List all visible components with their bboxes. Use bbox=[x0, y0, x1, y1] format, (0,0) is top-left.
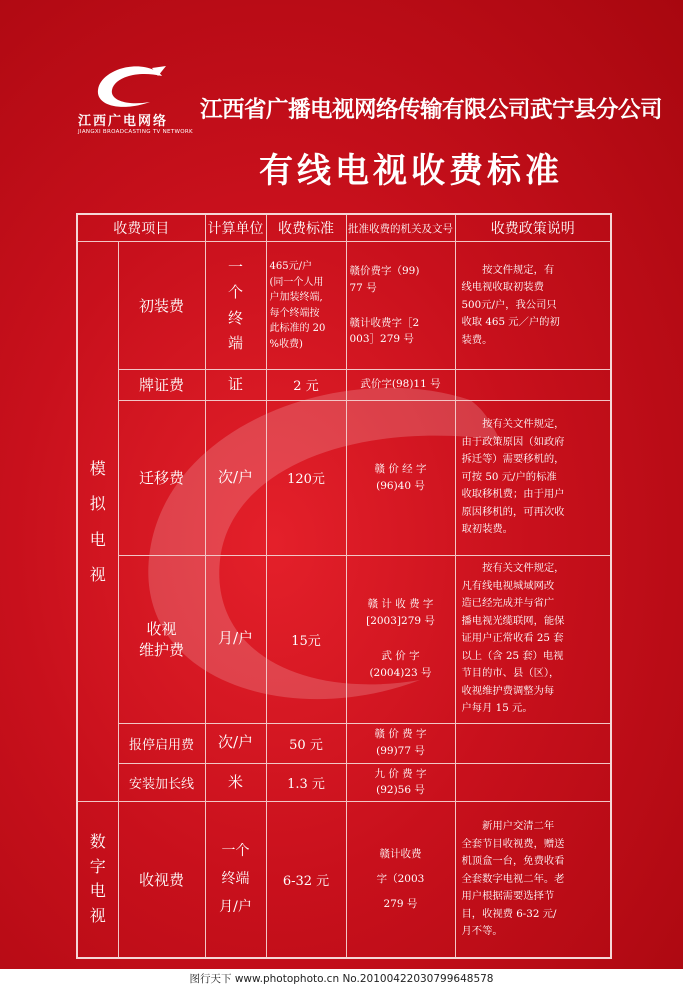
policy-line: 全套数字电视二年。老 bbox=[461, 872, 565, 885]
authority-cell bbox=[346, 763, 455, 802]
header-item: 收费项目 bbox=[77, 214, 205, 242]
category-char: 拟 bbox=[89, 494, 106, 514]
standard-cell: 120元 bbox=[266, 400, 346, 555]
policy-cell bbox=[455, 763, 611, 802]
policy-line: 装费。 bbox=[461, 333, 493, 346]
category-char: 电 bbox=[89, 529, 106, 549]
authority-line: [2003]279 号 bbox=[366, 615, 435, 628]
policy-line: 按有关文件规定， bbox=[482, 562, 565, 575]
authority-line: 九 价 费 字 bbox=[374, 767, 427, 780]
unit-line: 端 bbox=[227, 334, 243, 352]
policy-cell bbox=[455, 802, 611, 958]
unit-cell: 证 bbox=[205, 370, 266, 401]
policy-line: 凡有线电视城域网改 bbox=[461, 579, 555, 592]
logo-text-en: JIANGXI BROADCASTING TV NETWORK bbox=[78, 129, 193, 135]
standard-line: 465元/户 bbox=[269, 261, 312, 272]
policy-line: 以上（含 25 套）电视 bbox=[461, 649, 564, 662]
item-relocation-fee: 迁移费 bbox=[118, 400, 205, 555]
standard-line: 每个终端按 bbox=[269, 307, 320, 319]
authority-line: (2004)23 号 bbox=[369, 666, 432, 679]
policy-line: 证用户正常收看 25 套 bbox=[461, 632, 564, 645]
item-viewing-fee: 收视费 bbox=[118, 802, 205, 958]
standard-cell: 15元 bbox=[266, 555, 346, 723]
unit-cell bbox=[205, 242, 266, 370]
authority-cell bbox=[346, 242, 455, 370]
policy-line: 线电视收取初装费 bbox=[461, 281, 544, 294]
item-suspend-fee: 报停启用费 bbox=[118, 723, 205, 763]
header-authority: 批准收费的机关及文号 bbox=[346, 214, 455, 242]
item-maintenance-fee bbox=[118, 555, 205, 723]
policy-line: 取初装费。 bbox=[461, 523, 513, 536]
policy-line: 节目的市、县（区）， bbox=[461, 667, 560, 680]
authority-line: 279 号 bbox=[383, 897, 418, 910]
authority-line: 赣 价 费 字 bbox=[374, 728, 427, 741]
category-char: 视 bbox=[89, 564, 106, 584]
authority-cell bbox=[346, 400, 455, 555]
watermark-footer: 图行天下 www.photophoto.cn No.20100422030799648578 bbox=[0, 969, 683, 987]
policy-line: 原因移机的，可再次收 bbox=[461, 505, 565, 518]
item-installation-fee: 初装费 bbox=[118, 242, 205, 370]
authority-cell bbox=[346, 723, 455, 763]
authority-cell: 武价字(98)11 号 bbox=[346, 370, 455, 401]
policy-line: 按文件规定，有 bbox=[482, 263, 555, 276]
item-line: 维护费 bbox=[138, 641, 184, 659]
unit-line: 终 bbox=[227, 308, 243, 327]
table-header-row bbox=[77, 214, 611, 242]
category-analog-tv bbox=[77, 242, 118, 802]
policy-line: 月不等。 bbox=[461, 925, 503, 938]
unit-cell: 月/户 bbox=[205, 555, 266, 723]
page-title: 有线电视收费标准 bbox=[259, 151, 563, 191]
table-row bbox=[77, 555, 611, 723]
authority-line: 武 价 字 bbox=[381, 650, 420, 662]
policy-line: 拆迁等）需要移机的， bbox=[461, 453, 565, 466]
policy-cell bbox=[455, 555, 611, 723]
table-row bbox=[77, 242, 611, 370]
company-name: 江西省广播电视网络传输有限公司武宁县分公司 bbox=[200, 97, 663, 123]
policy-line: 目，收视费 6-32 元/ bbox=[461, 907, 557, 920]
item-extension-cable: 安装加长线 bbox=[118, 763, 205, 802]
table-row bbox=[77, 723, 611, 763]
authority-line: 77 号 bbox=[349, 281, 377, 294]
authority-line: (99)77 号 bbox=[376, 745, 425, 757]
policy-cell bbox=[455, 370, 611, 401]
policy-cell bbox=[455, 723, 611, 763]
policy-line: 造已经完成并与省广 bbox=[461, 597, 555, 610]
unit-line: 终端 bbox=[221, 871, 250, 888]
logo-swoosh-icon bbox=[92, 64, 172, 112]
authority-cell bbox=[346, 802, 455, 958]
table-row bbox=[77, 400, 611, 555]
logo bbox=[72, 62, 192, 142]
category-char: 电 bbox=[89, 881, 106, 901]
category-char: 视 bbox=[89, 906, 106, 926]
unit-cell: 次/户 bbox=[205, 400, 266, 555]
standard-cell: 2 元 bbox=[266, 370, 346, 401]
policy-line: 户每月 15 元。 bbox=[461, 702, 533, 715]
policy-line: 机顶盒一台，免费收看 bbox=[461, 855, 565, 868]
category-char: 数 bbox=[89, 831, 106, 851]
policy-line: 由于政策原因（如政府 bbox=[461, 435, 565, 448]
policy-line: 新用户交清二年 bbox=[482, 820, 555, 833]
standard-line: (同一个人用 bbox=[269, 276, 324, 288]
authority-line: 赣 价 经 字 bbox=[374, 462, 427, 475]
standard-cell bbox=[266, 242, 346, 370]
authority-line: (96)40 号 bbox=[376, 479, 425, 492]
header-standard: 收费标准 bbox=[266, 214, 346, 242]
authority-line: 赣价费字（99) bbox=[349, 264, 420, 277]
policy-line: 用户根据需要选择节 bbox=[461, 890, 555, 903]
category-char: 模 bbox=[89, 459, 106, 479]
item-license-fee: 牌证费 bbox=[118, 370, 205, 401]
policy-line: 收取 465 元／户的初 bbox=[461, 316, 560, 329]
unit-cell bbox=[205, 802, 266, 958]
policy-line: 收取移机费；由于用户 bbox=[461, 488, 565, 501]
policy-cell bbox=[455, 400, 611, 555]
table-row bbox=[77, 763, 611, 802]
policy-line: 可按 50 元/户的标准 bbox=[461, 470, 557, 483]
authority-line: 赣 计 收 费 字 bbox=[367, 598, 434, 611]
policy-line: 全套节目收视费，赠送 bbox=[461, 837, 565, 850]
policy-line: 收视维护费调整为每 bbox=[461, 684, 555, 697]
unit-line: 一 bbox=[227, 257, 243, 276]
item-line: 收视 bbox=[146, 620, 177, 638]
authority-line: 003］279 号 bbox=[349, 333, 414, 346]
category-char: 字 bbox=[89, 856, 106, 876]
logo-text-cn: 江西广电网络 bbox=[78, 114, 169, 129]
header-unit: 计算单位 bbox=[205, 214, 266, 242]
policy-line: 按有关文件规定， bbox=[482, 418, 565, 431]
unit-line: 个 bbox=[227, 283, 243, 301]
authority-line: (92)56 号 bbox=[376, 784, 425, 797]
policy-line: 播电视光缆联网，能保 bbox=[461, 614, 565, 627]
authority-line: 字（2003 bbox=[376, 872, 425, 885]
table-row bbox=[77, 802, 611, 958]
fee-table bbox=[76, 213, 612, 959]
unit-line: 月/户 bbox=[219, 899, 252, 916]
standard-line: 此标准的 20 bbox=[269, 323, 326, 334]
authority-line: 赣计收费字［2 bbox=[349, 316, 420, 329]
category-digital-tv bbox=[77, 802, 118, 958]
policy-cell bbox=[455, 242, 611, 370]
standard-line: %收费) bbox=[269, 338, 303, 350]
standard-line: 户加装终端, bbox=[269, 292, 323, 303]
header-policy: 收费政策说明 bbox=[455, 214, 611, 242]
unit-line: 一个 bbox=[221, 843, 250, 860]
standard-cell: 50 元 bbox=[266, 723, 346, 763]
policy-line: 500元/户，我公司只 bbox=[461, 298, 557, 311]
authority-cell bbox=[346, 555, 455, 723]
authority-line: 赣计收费 bbox=[379, 847, 422, 860]
table-row bbox=[77, 370, 611, 401]
standard-cell: 6-32 元 bbox=[266, 802, 346, 958]
unit-cell: 次/户 bbox=[205, 723, 266, 763]
standard-cell: 1.3 元 bbox=[266, 763, 346, 802]
unit-cell: 米 bbox=[205, 763, 266, 802]
